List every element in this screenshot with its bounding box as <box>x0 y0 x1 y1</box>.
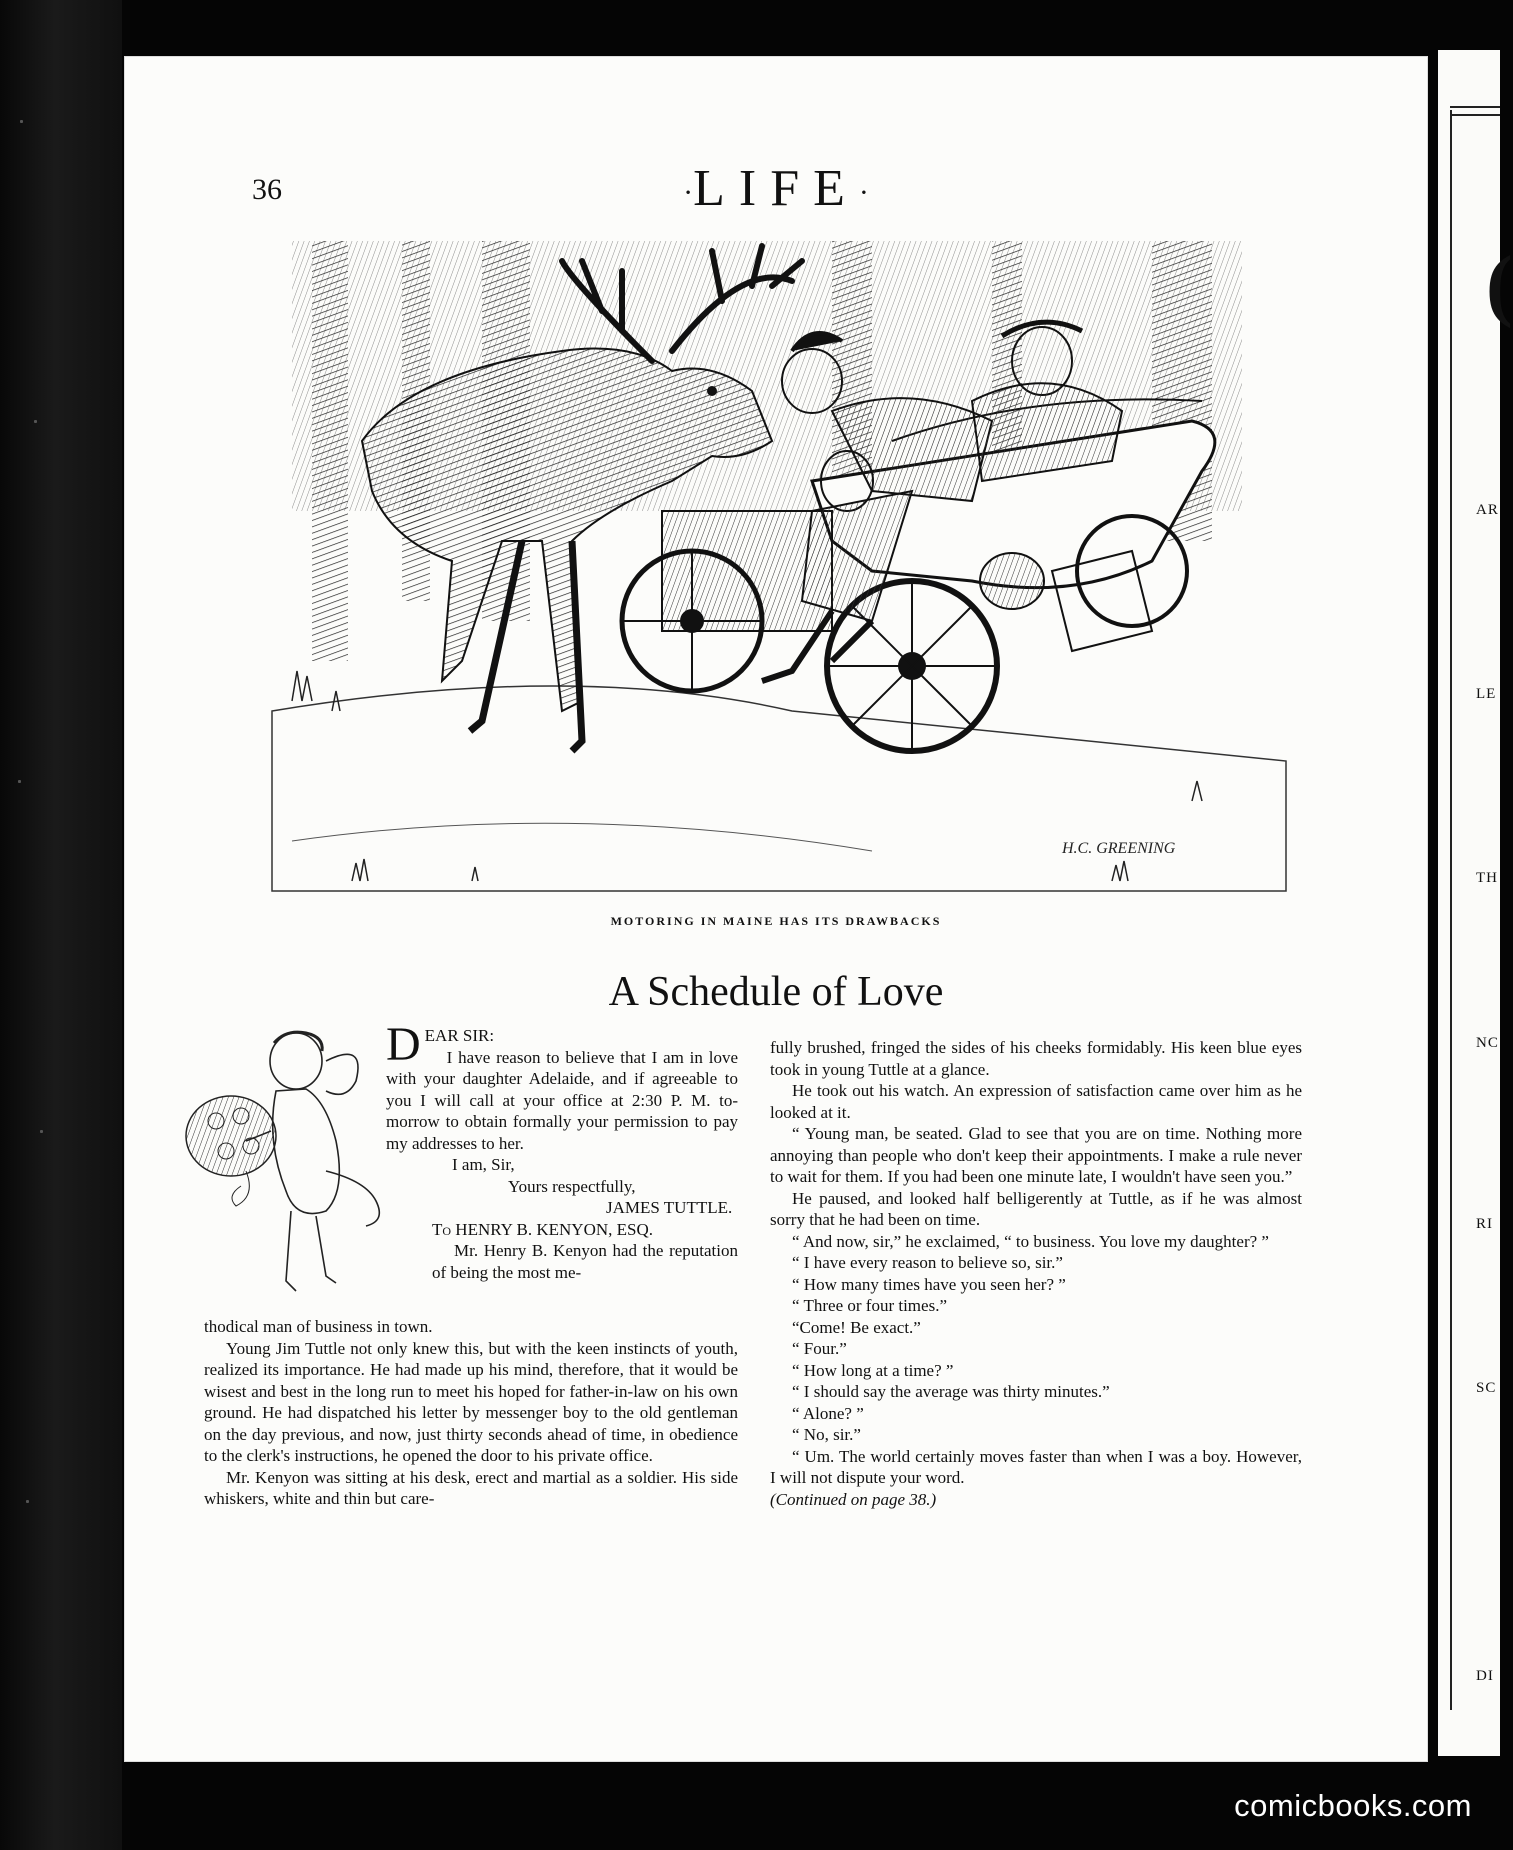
article-paragraph: thodical man of business in town. <box>204 1317 433 1336</box>
article-paragraph: Mr. Kenyon was sitting at his desk, erect and martial as a soldier. His side whiskers, white and thin but care- <box>204 1467 738 1508</box>
page-number: 36 <box>252 173 282 206</box>
masthead-title: LIFE <box>693 160 859 217</box>
dialogue-line: “ Alone? ” <box>792 1403 864 1423</box>
letter-signature: JAMES TUTTLE. <box>606 1198 733 1217</box>
scan-speck <box>20 120 23 123</box>
border-rule <box>1450 106 1500 108</box>
magazine-page <box>124 56 1428 1762</box>
border-rule <box>1450 110 1452 1710</box>
text-fragment: LE <box>1476 686 1497 702</box>
scan-speck <box>26 1500 29 1503</box>
article-paragraph: “ Young man, be seated. Glad to see that you are on time. Nothing more annoying than people who don't keep their appointments. I make a rule never to wait for them. If you had been one minute late, I wouldn't have seen you.” <box>770 1124 1302 1186</box>
letter-addressee: To HENRY B. KENYON, ESQ. <box>432 1219 654 1239</box>
text-fragment: TH <box>1476 870 1498 886</box>
continued-note: (Continued on page 38.) <box>770 1489 937 1509</box>
flower-bouquet <box>186 1096 276 1206</box>
letter-closing: Yours respectfully, <box>508 1176 636 1196</box>
dialogue-line: “ Four.” <box>792 1339 847 1358</box>
letter-block <box>386 1018 738 1283</box>
text-fragment: DI <box>1476 1668 1494 1684</box>
text-fragment: RI <box>1476 1216 1493 1232</box>
moose-motoring-illustration <box>272 241 1286 891</box>
decorative-letter: ( <box>1486 241 1513 329</box>
dialogue-line: “Come! Be exact.” <box>792 1317 921 1337</box>
adjacent-page-edge <box>1438 50 1513 1756</box>
scan-speck <box>40 1130 43 1133</box>
letter-body: I have reason to believe that I am in love with your daughter Adelaide, and if agreeable to you I will call at your office at 2:30 P. M. to-morrow to obtain formally your permission to pay my addresses to her. <box>386 1047 738 1153</box>
masthead-dot: · <box>858 176 869 210</box>
letter-salutation: EAR SIR: <box>424 1026 495 1045</box>
letter-closing: I am, Sir, <box>452 1155 515 1174</box>
dialogue-line: “ How many times have you seen her? ” <box>792 1274 1066 1294</box>
illustration-caption: MOTORING IN MAINE HAS ITS DRAWBACKS <box>610 914 942 928</box>
dialogue-line: “ No, sir.” <box>792 1425 861 1444</box>
article-right-column <box>770 1037 1302 1510</box>
article-paragraph: Young Jim Tuttle not only knew this, but with the keen instincts of youth, realized its importance. He had made up his mind, therefore, that it would be wisest and best in the long run to meet his hoped for father-in-law on his own ground. He had dispatched his letter by messenger boy to the old gentleman on the day previous, and now, just thirty seconds ahead of time, in obedience to the clerk's instructions, he opened the door to his private office. <box>204 1338 738 1465</box>
article-paragraph: fully brushed, fringed the sides of his cheeks formidably. His keen blue eyes took in young Tuttle at a glance. <box>770 1038 1302 1079</box>
article-title: A Schedule of Love <box>608 969 944 1015</box>
article-paragraph: He paused, and looked half belligerently at Tuttle, as if he was almost sorry that he had been on time. <box>770 1188 1302 1229</box>
left-gutter <box>0 0 122 1850</box>
drop-cap: D <box>386 1018 421 1071</box>
article-left-column <box>204 1316 738 1510</box>
text-fragment: NC <box>1476 1035 1499 1051</box>
border-rule <box>1450 114 1500 116</box>
artist-signature: H.C. GREENING <box>1062 840 1176 857</box>
scan-speck <box>18 780 21 783</box>
article-paragraph: Mr. Henry B. Kenyon had the reputation of being the most me- <box>432 1241 738 1282</box>
text-fragment: SC <box>1476 1380 1497 1396</box>
dialogue-line: “ I have every reason to believe so, sir.” <box>792 1253 1063 1272</box>
article-paragraph: “ Um. The world certainly moves faster than when I was a boy. However, I will not dispute your word. <box>770 1446 1302 1487</box>
text-fragment: AR <box>1476 502 1499 518</box>
article-paragraph: He took out his watch. An expression of satisfaction came over him as he looked at it. <box>770 1081 1302 1122</box>
masthead-dot: · <box>683 176 694 210</box>
scan-speck <box>34 420 37 423</box>
article-paragraph: “ And now, sir,” he exclaimed, “ to business. You love my daughter? ” <box>792 1231 1269 1251</box>
masthead <box>124 159 1428 218</box>
site-watermark: comicbooks.com <box>1234 1788 1472 1823</box>
dialogue-line: “ I should say the average was thirty minutes.” <box>792 1382 1110 1401</box>
dialogue-line: “ Three or four times.” <box>792 1296 947 1315</box>
dialogue-line: “ How long at a time? ” <box>792 1360 954 1380</box>
